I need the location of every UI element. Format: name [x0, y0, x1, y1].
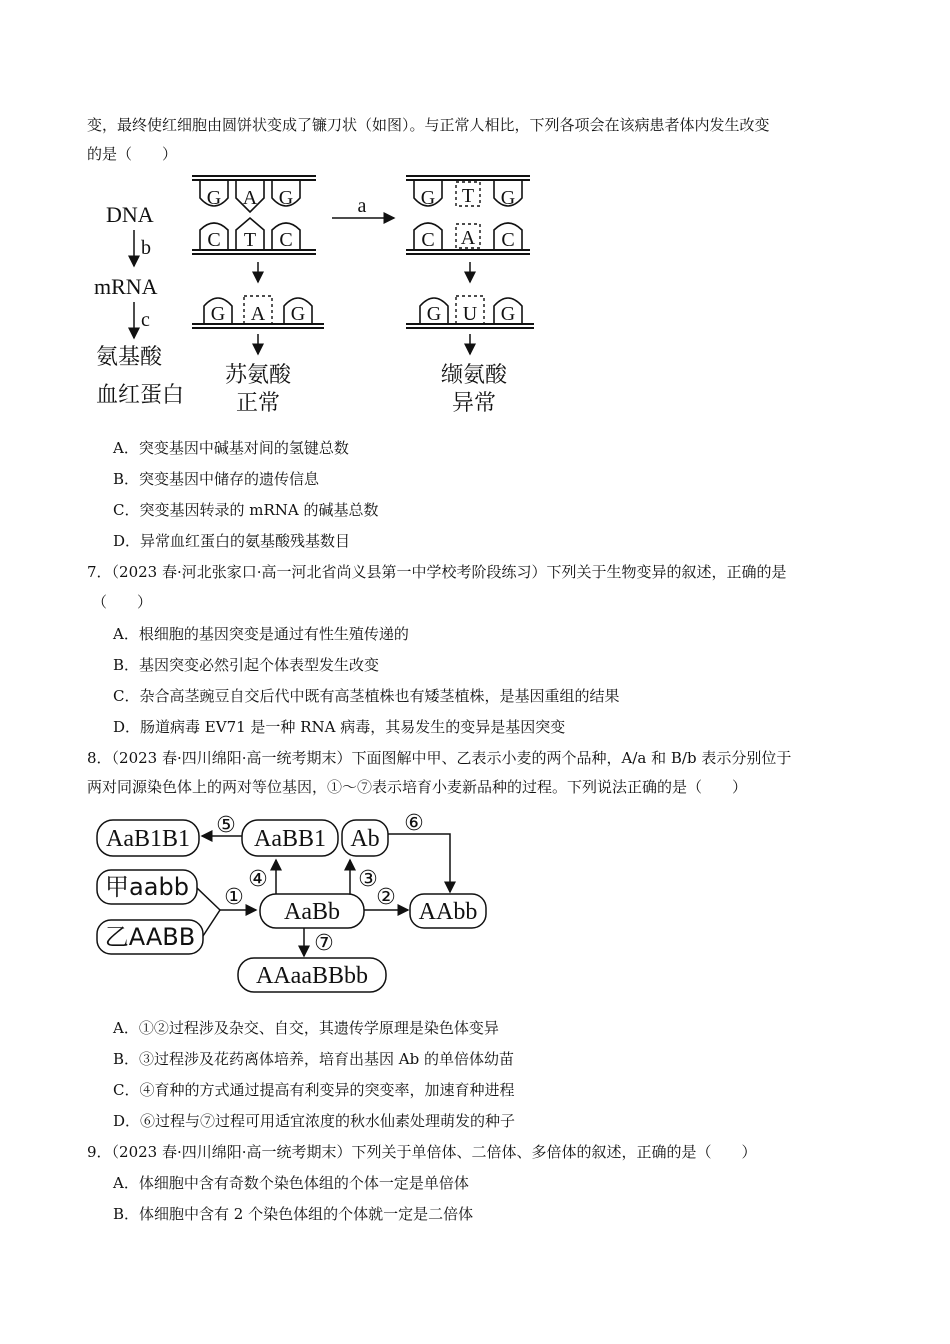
normal-bottom-base-2: T — [243, 229, 257, 251]
normal-mrna-base-3: G — [290, 303, 306, 325]
sickle-cell-diagram — [88, 168, 548, 428]
q8-stem-line2: 两对同源染色体上的两对等位基因，①～⑦表示培育小麦新品种的过程。下列说法正确的是（ ） — [87, 778, 748, 796]
mutant-top-base-2: T — [461, 185, 475, 207]
normal-mrna — [192, 296, 324, 328]
mutant-bottom-base-1: C — [421, 229, 435, 251]
normal-bottom-base-1: C — [207, 229, 221, 251]
amino-acid-label: 氨基酸 — [96, 345, 163, 370]
mutant-mrna — [406, 296, 534, 328]
normal-amino-acid: 苏氨酸 — [224, 363, 292, 388]
box-yi-aabb: 乙AABB — [104, 923, 196, 951]
mutant-mrna-base-2: U — [462, 303, 478, 325]
normal-dna — [192, 176, 316, 254]
normal-mrna-base-2: A — [250, 303, 266, 325]
q8-option-a: A．①②过程涉及杂交、自交，其遗传学原理是染色体变异 — [113, 1019, 499, 1037]
q6-option-a: A．突变基因中碱基对间的氢键总数 — [113, 439, 349, 457]
box-aabb-pure: AAbb — [418, 899, 478, 925]
process-7-label: ⑦ — [314, 931, 334, 956]
a-label: a — [357, 195, 367, 217]
mutant-mrna-base-1: G — [426, 303, 442, 325]
wheat-breeding-diagram — [92, 808, 492, 998]
process-3-label: ③ — [358, 867, 378, 892]
process-5-label: ⑤ — [216, 813, 236, 838]
mutant-top-base-1: G — [420, 187, 436, 209]
q8-option-d: D．⑥过程与⑦过程可用适宜浓度的秋水仙素处理萌发的种子 — [113, 1112, 516, 1130]
mutant-mrna-base-3: G — [500, 303, 516, 325]
q9-option-a: A．体细胞中含有奇数个染色体组的个体一定是单倍体 — [113, 1174, 469, 1192]
mrna-label: mRNA — [94, 274, 158, 299]
q6-option-b: B．突变基因中储存的遗传信息 — [113, 470, 320, 488]
box-jia-aabb: 甲aabb — [105, 873, 189, 901]
normal-top-base-3: G — [278, 187, 294, 209]
process-2-label: ② — [376, 885, 396, 910]
box-aabb-hybrid: AaBb — [284, 899, 340, 925]
process-4-label: ④ — [248, 867, 268, 892]
normal-state: 正常 — [235, 391, 281, 416]
q8-stem-line1: 8．（2023 春·四川绵阳·高一统考期末）下面图解中甲、乙表示小麦的两个品种，A/a 和 B/b 表示分别位于 — [87, 749, 792, 767]
normal-bottom-base-3: C — [279, 229, 293, 251]
q9-stem: 9．（2023 春·四川绵阳·高一统考期末）下列关于单倍体、二倍体、多倍体的叙述，正确的是（ ） — [87, 1143, 757, 1161]
q9-option-b: B．体细胞中含有 2 个染色体组的个体就一定是二倍体 — [113, 1205, 474, 1223]
mutant-state: 异常 — [451, 391, 497, 416]
q7-option-a: A．根细胞的基因突变是通过有性生殖传递的 — [113, 625, 409, 643]
mutant-bottom-base-3: C — [501, 229, 515, 251]
q7-option-b: B．基因突变必然引起个体表型发生改变 — [113, 656, 380, 674]
q6-option-c: C．突变基因转录的 mRNA 的碱基总数 — [113, 501, 379, 519]
c-label: c — [141, 309, 150, 331]
normal-top-base-1: G — [206, 187, 222, 209]
box-aab1b1: AaB1B1 — [106, 826, 190, 852]
b-label: b — [141, 237, 151, 259]
q6-stem-line2: 的是（ ） — [87, 145, 178, 163]
box-aabb1: AaBB1 — [254, 826, 326, 852]
process-1-label: ① — [224, 885, 244, 910]
q6-stem-line1: 变，最终使红细胞由圆饼状变成了镰刀状（如图）。与正常人相比，下列各项会在该病患者体内发生改变 — [87, 116, 770, 134]
q6-option-d: D．异常血红蛋白的氨基酸残基数目 — [113, 532, 351, 550]
normal-top-base-2: A — [242, 187, 258, 209]
q7-option-c: C．杂合高茎豌豆自交后代中既有高茎植株也有矮茎植株，是基因重组的结果 — [113, 687, 620, 705]
hemoglobin-label: 血红蛋白 — [96, 383, 185, 408]
mutant-top-base-3: G — [500, 187, 516, 209]
q8-option-c: C．④育种的方式通过提高有利变异的突变率，加速育种进程 — [113, 1081, 515, 1099]
q7-stem-line2: （ ） — [92, 593, 153, 611]
dna-label: DNA — [106, 202, 154, 227]
mutant-bottom-base-2: A — [460, 227, 476, 249]
q8-option-b: B．③过程涉及花药离体培养，培育出基因 Ab 的单倍体幼苗 — [113, 1050, 514, 1068]
process-6-label: ⑥ — [404, 811, 424, 836]
q7-option-d: D．肠道病毒 EV71 是一种 RNA 病毒，其易发生的变异是基因突变 — [113, 718, 566, 736]
mutant-amino-acid: 缬氨酸 — [440, 363, 508, 388]
box-ab: Ab — [350, 826, 380, 852]
q7-stem-line1: 7．（2023 春·河北张家口·高一河北省尚义县第一中学校考阶段练习）下列关于生物变异的叙述，正确的是 — [87, 563, 787, 581]
mutant-dna — [406, 176, 530, 254]
box-aaaabbbb: AAaaBBbb — [256, 963, 368, 989]
normal-mrna-base-1: G — [210, 303, 226, 325]
